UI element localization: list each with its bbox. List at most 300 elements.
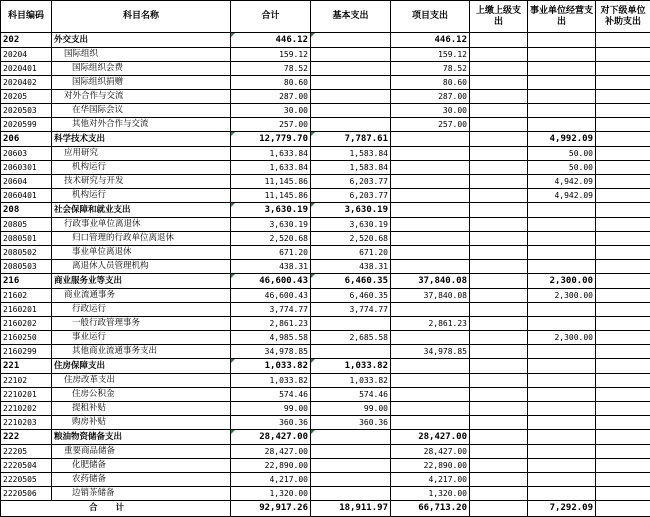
cell-name: 行政运行: [52, 303, 231, 317]
cell-lower: [596, 33, 650, 48]
cell-name: 商业流通事务: [52, 289, 231, 303]
cell-total: 1,033.82: [231, 374, 311, 388]
cell-code: 208: [1, 203, 52, 218]
cell-name: 住房保障支出: [52, 359, 231, 374]
cell-institution: [528, 473, 596, 487]
cell-project: 257.00: [391, 118, 470, 132]
cell-total: 287.00: [231, 90, 311, 104]
cell-code: 2060401: [1, 189, 52, 203]
cell-basic: 671.20: [311, 246, 391, 260]
cell-lower: [596, 289, 650, 303]
section-row: [1, 274, 650, 289]
cell-upper: [470, 90, 528, 104]
header-row: [1, 1, 650, 33]
cell-name: 粮油物资储备支出: [52, 430, 231, 445]
table-row: [1, 232, 650, 246]
cell-institution: 2,300.00: [528, 289, 596, 303]
cell-institution: [528, 118, 596, 132]
table-row: [1, 62, 650, 76]
cell-name: 化肥储备: [52, 459, 231, 473]
cell-basic: [311, 487, 391, 501]
cell-code: 222: [1, 430, 52, 445]
section-row: [1, 359, 650, 374]
section-row: [1, 132, 650, 147]
table-row: [1, 104, 650, 118]
cell-total: 3,630.19: [231, 218, 311, 232]
cell-upper: [470, 388, 528, 402]
cell-basic: [311, 33, 391, 48]
cell-project: 37,840.08: [391, 289, 470, 303]
cell-code: 2220506: [1, 487, 52, 501]
cell-code: 2020599: [1, 118, 52, 132]
table-row: [1, 175, 650, 189]
cell-code: 2020402: [1, 76, 52, 90]
cell-total: 80.60: [231, 76, 311, 90]
cell-basic: 1,583.84: [311, 161, 391, 175]
total-label: 合计: [1, 501, 231, 517]
cell-project: [391, 374, 470, 388]
cell-upper: [470, 189, 528, 203]
cell-basic: 6,203.77: [311, 189, 391, 203]
cell-total: 257.00: [231, 118, 311, 132]
table-row: [1, 459, 650, 473]
table-row: [1, 218, 650, 232]
cell-basic: 7,787.61: [311, 132, 391, 147]
cell-upper: [470, 132, 528, 147]
cell-name: 事业单位离退休: [52, 246, 231, 260]
table-row: [1, 289, 650, 303]
cell-code: 2160201: [1, 303, 52, 317]
cell-lower: [596, 203, 650, 218]
cell-upper: [470, 118, 528, 132]
cell-institution: [528, 48, 596, 62]
cell-lower: [596, 274, 650, 289]
cell-project: [391, 402, 470, 416]
cell-institution: [528, 260, 596, 274]
cell-lower: [596, 303, 650, 317]
cell-code: 2160202: [1, 317, 52, 331]
cell-total: 99.00: [231, 402, 311, 416]
cell-basic: 1,033.82: [311, 359, 391, 374]
table-row: [1, 331, 650, 345]
table-row: [1, 48, 650, 62]
section-row: [1, 203, 650, 218]
cell-basic: [311, 459, 391, 473]
table-row: [1, 374, 650, 388]
cell-name: 农药储备: [52, 473, 231, 487]
cell-institution: [528, 374, 596, 388]
cell-basic: 1,033.82: [311, 374, 391, 388]
cell-project: 78.52: [391, 62, 470, 76]
cell-institution: [528, 303, 596, 317]
cell-project: [391, 218, 470, 232]
cell-basic: 99.00: [311, 402, 391, 416]
cell-project: [391, 147, 470, 161]
cell-institution: [528, 33, 596, 48]
cell-name: 对外合作与交流: [52, 90, 231, 104]
cell-lower: [596, 260, 650, 274]
cell-upper: [470, 317, 528, 331]
cell-lower: [596, 402, 650, 416]
header-name: 科目名称: [52, 1, 231, 33]
cell-lower: [596, 331, 650, 345]
cell-upper: [470, 345, 528, 359]
cell-basic: 3,774.77: [311, 303, 391, 317]
cell-code: 221: [1, 359, 52, 374]
cell-lower: [596, 175, 650, 189]
cell-basic: [311, 76, 391, 90]
cell-code: 20205: [1, 90, 52, 104]
cell-code: 2210202: [1, 402, 52, 416]
header-total: 合计: [231, 1, 311, 33]
cell-code: 2060301: [1, 161, 52, 175]
table-row: [1, 303, 650, 317]
cell-name: 应用研究: [52, 147, 231, 161]
cell-project: 2,861.23: [391, 317, 470, 331]
cell-total: 1,320.00: [231, 487, 311, 501]
cell-code: 2210201: [1, 388, 52, 402]
cell-project: 30.00: [391, 104, 470, 118]
cell-name: 商业服务业等支出: [52, 274, 231, 289]
cell-lower: [596, 487, 650, 501]
cell-project: 287.00: [391, 90, 470, 104]
cell-basic: 6,203.77: [311, 175, 391, 189]
cell-code: 2160299: [1, 345, 52, 359]
cell-project: 4,217.00: [391, 473, 470, 487]
cell-basic: [311, 430, 391, 445]
cell-lower: [596, 416, 650, 430]
cell-lower: [596, 246, 650, 260]
cell-upper: [470, 203, 528, 218]
cell-basic: 360.36: [311, 416, 391, 430]
cell-project: 37,840.08: [391, 274, 470, 289]
cell-institution: [528, 232, 596, 246]
cell-upper: [470, 48, 528, 62]
cell-total: 1,633.84: [231, 147, 311, 161]
cell-code: 20204: [1, 48, 52, 62]
cell-total: 1,033.82: [231, 359, 311, 374]
cell-institution: 2,300.00: [528, 274, 596, 289]
cell-upper: [470, 161, 528, 175]
cell-code: 2210203: [1, 416, 52, 430]
cell-total: 574.46: [231, 388, 311, 402]
cell-name: 行政事业单位离退休: [52, 218, 231, 232]
cell-name: 住房公积金: [52, 388, 231, 402]
cell-upper: [470, 430, 528, 445]
cell-basic: [311, 345, 391, 359]
cell-total: 438.31: [231, 260, 311, 274]
cell-basic: 6,460.35: [311, 274, 391, 289]
total-institution: 7,292.09: [528, 501, 596, 517]
cell-institution: [528, 416, 596, 430]
table-row: [1, 317, 650, 331]
cell-basic: [311, 104, 391, 118]
section-row: [1, 33, 650, 48]
cell-lower: [596, 76, 650, 90]
table-row: [1, 445, 650, 459]
header-project: 项目支出: [391, 1, 470, 33]
cell-upper: [470, 76, 528, 90]
table-row: [1, 473, 650, 487]
total-upper: [470, 501, 528, 517]
cell-project: [391, 359, 470, 374]
cell-name: 社会保障和就业支出: [52, 203, 231, 218]
table-row: [1, 90, 650, 104]
table-row: [1, 487, 650, 501]
cell-code: 2080502: [1, 246, 52, 260]
cell-name: 国际组织: [52, 48, 231, 62]
cell-upper: [470, 289, 528, 303]
cell-total: 3,630.19: [231, 203, 311, 218]
cell-upper: [470, 331, 528, 345]
cell-basic: 1,583.84: [311, 147, 391, 161]
cell-lower: [596, 388, 650, 402]
section-row: [1, 430, 650, 445]
cell-project: [391, 388, 470, 402]
cell-basic: 6,460.35: [311, 289, 391, 303]
cell-upper: [470, 33, 528, 48]
cell-lower: [596, 62, 650, 76]
cell-name: 事业运行: [52, 331, 231, 345]
cell-upper: [470, 416, 528, 430]
cell-code: 22102: [1, 374, 52, 388]
cell-project: [391, 246, 470, 260]
cell-code: 2220505: [1, 473, 52, 487]
cell-upper: [470, 175, 528, 189]
header-code: 科目编码: [1, 1, 52, 33]
cell-code: 20805: [1, 218, 52, 232]
table-row: [1, 118, 650, 132]
cell-total: 34,978.85: [231, 345, 311, 359]
cell-upper: [470, 104, 528, 118]
cell-project: [391, 331, 470, 345]
cell-project: [391, 260, 470, 274]
cell-total: 159.12: [231, 48, 311, 62]
cell-total: 11,145.86: [231, 175, 311, 189]
table-row: [1, 246, 650, 260]
cell-total: 2,861.23: [231, 317, 311, 331]
cell-upper: [470, 374, 528, 388]
cell-basic: 438.31: [311, 260, 391, 274]
cell-upper: [470, 246, 528, 260]
cell-lower: [596, 104, 650, 118]
cell-upper: [470, 473, 528, 487]
cell-basic: [311, 317, 391, 331]
table-row: [1, 147, 650, 161]
cell-basic: 574.46: [311, 388, 391, 402]
cell-upper: [470, 260, 528, 274]
cell-project: 446.12: [391, 33, 470, 48]
cell-lower: [596, 473, 650, 487]
cell-code: 202: [1, 33, 52, 48]
cell-name: 技术研究与开发: [52, 175, 231, 189]
cell-name: 机构运行: [52, 161, 231, 175]
cell-basic: [311, 473, 391, 487]
cell-upper: [470, 274, 528, 289]
cell-project: [391, 161, 470, 175]
cell-project: [391, 132, 470, 147]
cell-institution: [528, 459, 596, 473]
table-row: [1, 388, 650, 402]
cell-name: 国际组织捐赠: [52, 76, 231, 90]
cell-total: 446.12: [231, 33, 311, 48]
cell-name: 其他商业流通事务支出: [52, 345, 231, 359]
cell-institution: [528, 359, 596, 374]
cell-basic: [311, 90, 391, 104]
cell-institution: [528, 487, 596, 501]
cell-total: 671.20: [231, 246, 311, 260]
cell-upper: [470, 218, 528, 232]
cell-lower: [596, 147, 650, 161]
cell-upper: [470, 303, 528, 317]
cell-lower: [596, 218, 650, 232]
cell-basic: 2,685.58: [311, 331, 391, 345]
cell-name: 一般行政管理事务: [52, 317, 231, 331]
cell-lower: [596, 232, 650, 246]
cell-total: 30.00: [231, 104, 311, 118]
cell-name: 归口管理的行政单位离退休: [52, 232, 231, 246]
cell-total: 4,985.58: [231, 331, 311, 345]
cell-project: [391, 175, 470, 189]
cell-basic: 3,630.19: [311, 203, 391, 218]
cell-basic: 2,520.68: [311, 232, 391, 246]
cell-name: 离退休人员管理机构: [52, 260, 231, 274]
cell-project: 159.12: [391, 48, 470, 62]
cell-project: [391, 189, 470, 203]
total-lower: [596, 501, 650, 517]
header-basic: 基本支出: [311, 1, 391, 33]
total-basic: 18,911.97: [311, 501, 391, 517]
cell-code: 2080503: [1, 260, 52, 274]
cell-lower: [596, 48, 650, 62]
cell-code: 2020503: [1, 104, 52, 118]
cell-code: 2220504: [1, 459, 52, 473]
table-row: [1, 260, 650, 274]
cell-project: [391, 303, 470, 317]
cell-lower: [596, 90, 650, 104]
cell-institution: [528, 203, 596, 218]
cell-total: 12,779.70: [231, 132, 311, 147]
cell-institution: [528, 62, 596, 76]
cell-lower: [596, 359, 650, 374]
cell-institution: [528, 402, 596, 416]
cell-lower: [596, 459, 650, 473]
cell-name: 提租补贴: [52, 402, 231, 416]
cell-total: 11,145.86: [231, 189, 311, 203]
cell-project: [391, 232, 470, 246]
cell-basic: [311, 62, 391, 76]
cell-total: 46,600.43: [231, 274, 311, 289]
table-row: [1, 161, 650, 175]
cell-project: [391, 416, 470, 430]
cell-institution: 4,942.09: [528, 175, 596, 189]
cell-code: 20603: [1, 147, 52, 161]
cell-lower: [596, 317, 650, 331]
cell-code: 2160250: [1, 331, 52, 345]
cell-project: 1,320.00: [391, 487, 470, 501]
cell-institution: [528, 90, 596, 104]
cell-basic: [311, 118, 391, 132]
cell-total: 78.52: [231, 62, 311, 76]
cell-lower: [596, 345, 650, 359]
cell-project: 80.60: [391, 76, 470, 90]
cell-total: 4,217.00: [231, 473, 311, 487]
cell-project: [391, 203, 470, 218]
cell-lower: [596, 430, 650, 445]
cell-upper: [470, 359, 528, 374]
cell-name: 购房补贴: [52, 416, 231, 430]
cell-name: 重要商品储备: [52, 445, 231, 459]
cell-total: 1,633.84: [231, 161, 311, 175]
cell-institution: [528, 445, 596, 459]
header-upper: 上缴上级支出: [470, 1, 528, 33]
cell-upper: [470, 445, 528, 459]
cell-institution: [528, 388, 596, 402]
cell-project: 28,427.00: [391, 430, 470, 445]
table-row: [1, 402, 650, 416]
table-row: [1, 345, 650, 359]
cell-total: 28,427.00: [231, 430, 311, 445]
cell-total: 360.36: [231, 416, 311, 430]
cell-name: 边销茶储备: [52, 487, 231, 501]
cell-name: 机构运行: [52, 189, 231, 203]
header-institution: 事业单位经营支出: [528, 1, 596, 33]
cell-project: 34,978.85: [391, 345, 470, 359]
total-row: [1, 501, 650, 517]
cell-institution: [528, 104, 596, 118]
cell-upper: [470, 147, 528, 161]
cell-name: 在华国际会议: [52, 104, 231, 118]
cell-name: 科学技术支出: [52, 132, 231, 147]
cell-upper: [470, 62, 528, 76]
cell-basic: [311, 445, 391, 459]
cell-upper: [470, 232, 528, 246]
cell-institution: 4,992.09: [528, 132, 596, 147]
cell-project: 28,427.00: [391, 445, 470, 459]
cell-institution: 2,300.00: [528, 331, 596, 345]
cell-code: 2020401: [1, 62, 52, 76]
cell-code: 21602: [1, 289, 52, 303]
cell-institution: [528, 76, 596, 90]
cell-upper: [470, 459, 528, 473]
cell-upper: [470, 402, 528, 416]
table-row: [1, 189, 650, 203]
cell-code: 216: [1, 274, 52, 289]
cell-code: 206: [1, 132, 52, 147]
cell-total: 46,600.43: [231, 289, 311, 303]
table-body: [1, 33, 650, 501]
total-project: 66,713.20: [391, 501, 470, 517]
cell-total: 3,774.77: [231, 303, 311, 317]
cell-lower: [596, 132, 650, 147]
cell-name: 国际组织会费: [52, 62, 231, 76]
cell-institution: 50.00: [528, 161, 596, 175]
cell-institution: 4,942.09: [528, 189, 596, 203]
cell-name: 其他对外合作与交流: [52, 118, 231, 132]
cell-institution: [528, 246, 596, 260]
cell-total: 28,427.00: [231, 445, 311, 459]
cell-total: 22,890.00: [231, 459, 311, 473]
cell-lower: [596, 161, 650, 175]
cell-institution: [528, 218, 596, 232]
cell-upper: [470, 487, 528, 501]
cell-name: 外交支出: [52, 33, 231, 48]
cell-total: 2,520.68: [231, 232, 311, 246]
cell-code: 2080501: [1, 232, 52, 246]
cell-institution: [528, 345, 596, 359]
cell-lower: [596, 445, 650, 459]
cell-lower: [596, 118, 650, 132]
